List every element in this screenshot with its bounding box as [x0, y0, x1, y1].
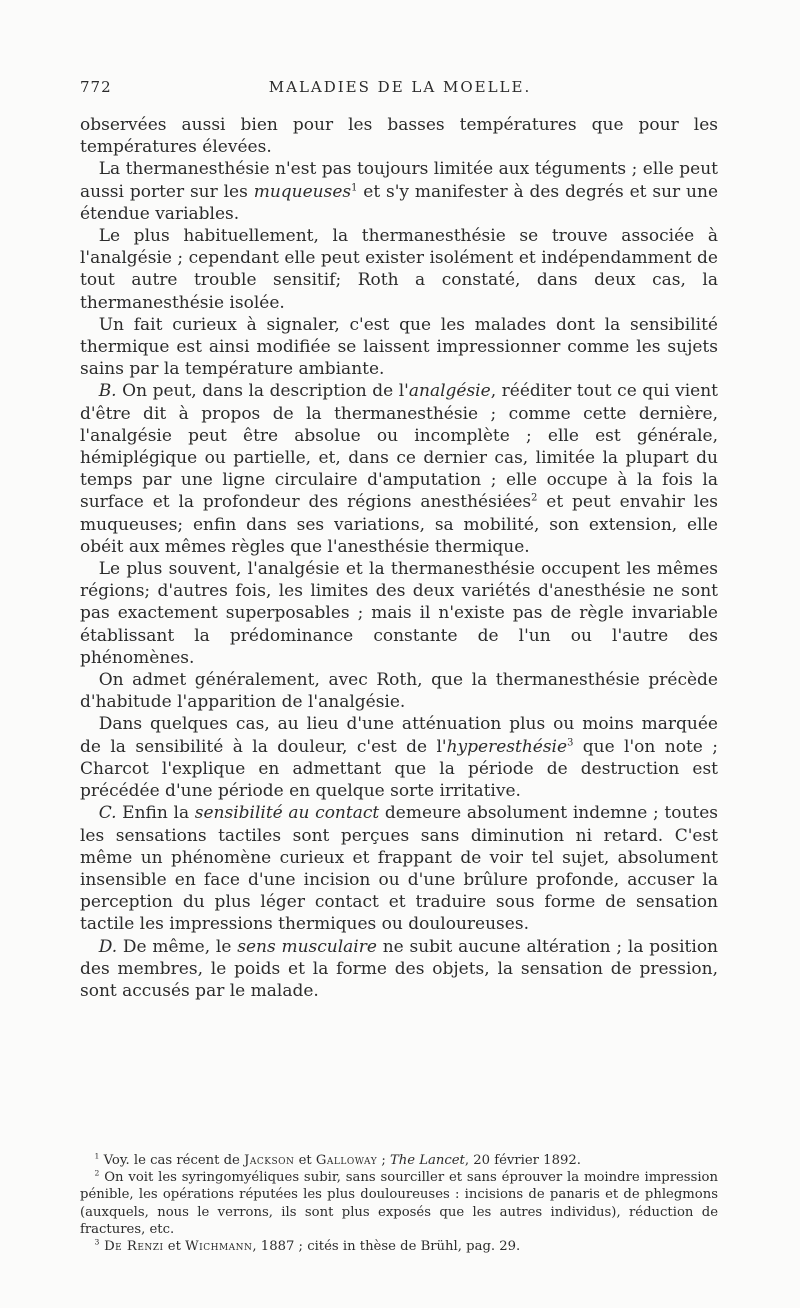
footnote-text: , 20 février 1892. [464, 1153, 581, 1168]
paragraph-text: On peut, dans la description de l' [116, 381, 409, 402]
footnote-text: On voit les syringomyéliques subir, sans sourciller et sans éprouver la moindre impression pénible, les opérations réputées les plus douloureuses : incisions de panaris et de phlegmons (auxquels, nous le verrons, ils sont plus exposés que les autres individus), réduction de fractures, etc. [80, 1170, 718, 1237]
italic-term: hyperesthésie [446, 736, 568, 757]
footnote-text: et [163, 1239, 186, 1255]
paragraph-5 [80, 380, 718, 558]
italic-term: sens musculaire [237, 936, 377, 957]
italic-term: muqueuses [253, 181, 352, 202]
footnote-2 [80, 1169, 718, 1238]
footnote-reference: 3 [567, 737, 574, 749]
paragraph-text: Le plus habituellement, la thermanesthésie se trouve associée à l'analgésie ; cependant elle peut exister isolément et indépendamment de tout autre trouble sensitif; Roth a constaté, dans deux cas, la thermanesthésie isolée. [80, 226, 718, 313]
paragraph-text: Dans quelques cas, au lieu d'une atténuation plus ou moins marquée de la sensibilité à la douleur, c'est de l' [80, 714, 718, 757]
italic-term: analgésie [408, 381, 491, 402]
paragraph-4 [80, 314, 718, 381]
paragraph-10 [80, 936, 718, 1003]
author-name: De Renzi [99, 1239, 164, 1255]
chapter-title: MALADIES DE LA MOELLE. [268, 78, 532, 96]
paragraph-9 [80, 802, 718, 935]
paragraph-text: observées aussi bien pour les basses températures que pour les températures élevées. [80, 115, 718, 158]
paragraph-3 [80, 225, 718, 314]
paragraph-text: et s'y manifester à des degrés et sur une étendue variables. [80, 181, 719, 224]
footnote-1 [80, 1152, 718, 1169]
footnotes [80, 1152, 718, 1255]
paragraph-text: Un fait curieux à signaler, c'est que les malades dont la sensibilité thermique est ainsi modifiée se laissent impressionner comme les sujets sains par la température ambiante. [80, 314, 718, 380]
footnote-text: ; [377, 1153, 390, 1168]
footnote-text: et [294, 1153, 316, 1168]
page-number: 772 [80, 78, 112, 96]
section-label: B. [98, 381, 117, 402]
paragraph-6 [80, 558, 718, 669]
journal-title: The Lancet [389, 1153, 465, 1168]
footnote-3 [80, 1238, 718, 1255]
paragraph-text: , rééditer tout ce qui vient d'être dit à propos de la thermanesthésie ; comme cette dernière, l'analgésie peut être absolue ou incomplète ; elle est générale, hémiplégique ou partielle, et, dans ce dernier cas, limitée la plupart du temps par une ligne circulaire d'amputation ; elle occupe à la fois la surface et la profondeur des régions anesthésiées [80, 381, 718, 513]
paragraph-8 [80, 713, 718, 802]
section-label: C. [98, 803, 117, 824]
footnote-reference: 1 [351, 181, 358, 193]
footnote-marker: 1 [94, 1151, 100, 1161]
footnote-text: , 1887 ; cités in thèse de Brühl, pag. 29. [252, 1239, 521, 1255]
paragraph-text: Enfin la [116, 803, 195, 824]
paragraph-1 [80, 114, 718, 158]
author-name: Wichmann [185, 1239, 253, 1255]
paragraph-text: Le plus souvent, l'analgésie et la thermanesthésie occupent les mêmes régions; d'autres fois, les limites des deux variétés d'anesthésie ne sont pas exactement superposables ; mais il n'existe pas de règle invariable établissant la prédominance constante de l'un ou l'autre des phénomènes. [80, 559, 718, 668]
italic-term: sensibilité au contact [194, 803, 380, 824]
author-name: Jackson [244, 1153, 295, 1168]
paragraph-text: et peut envahir les muqueuses; enfin dans ses variations, sa mobilité, son extension, elle obéit aux mêmes règles que l'anesthésie thermique. [80, 492, 719, 557]
paragraph-text: On admet généralement, avec Roth, que la thermanesthésie précède d'habitude l'apparition de l'analgésie. [80, 670, 718, 713]
footnote-marker: 2 [94, 1168, 100, 1178]
paragraph-text: que l'on note ; Charcot l'explique en admettant que la période de destruction est précédée d'une période en quelque sorte irritative. [80, 736, 718, 802]
paragraph-text: demeure absolument indemne ; toutes les sensations tactiles sont perçues sans diminution ni retard. C'est même un phénomène curieux et frappant de voir tel sujet, absolument insensible en face d'une incision ou d'une brûlure profonde, accuser la perception du plus léger contact et traduire sous forme de sensation tactile les impressions thermiques ou douloureuses. [80, 803, 718, 935]
paragraph-text: La thermanesthésie n'est pas toujours limitée aux téguments ; elle peut aussi porter sur les [80, 159, 718, 202]
paragraph-text: De même, le [117, 936, 238, 957]
footnote-marker: 3 [94, 1237, 100, 1247]
paragraph-text: ne subit aucune altération ; la position des membres, le poids et la forme des objets, la sensation de pression, sont accusés par le malade. [80, 936, 718, 1001]
footnote-reference: 2 [531, 492, 538, 504]
paragraph-2 [80, 158, 718, 225]
author-name: Galloway [315, 1153, 378, 1168]
section-label: D. [98, 936, 118, 957]
body-text [80, 114, 718, 1002]
running-head [80, 78, 720, 102]
footnote-text: Voy. le cas récent de [99, 1153, 245, 1168]
paragraph-7 [80, 669, 718, 713]
